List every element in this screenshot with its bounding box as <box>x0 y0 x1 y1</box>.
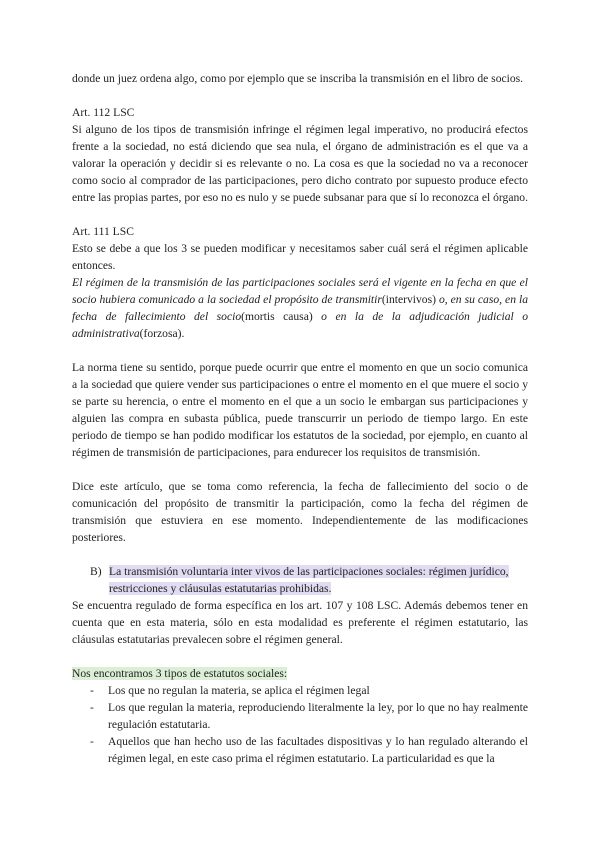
articulo-paragraph: Dice este artículo, que se toma como referencia, la fecha de fallecimiento del socio o de comunicación del propósito de transmitir la participación, como la fecha del régimen de transmisión que estuviera en ese momento. Independientemente de las modificaciones posteriores. <box>72 480 528 544</box>
spacer <box>72 206 528 223</box>
art112-paragraph: Si alguno de los tipos de transmisión infringe el régimen legal imperativo, no producirá efectos frente a la sociedad, no está diciendo que sea nula, el órgano de administración es el que va a valorar la operación y decidir si es relevante o no. La cosa es que la sociedad no va a reconocer como socio al comprador de las participaciones, pero dicho contrato por supuesto produce efecto entre las propias partes, por eso no es nulo y se puede subsanar para que sí lo reconozca el órgano. <box>72 123 528 204</box>
quote-part-6: (forzosa). <box>139 327 185 340</box>
art112-heading: Art. 112 LSC <box>72 106 135 119</box>
list-item-text: Los que no regulan la materia, se aplica el régimen legal <box>108 684 370 697</box>
dash-marker: - <box>90 701 94 714</box>
dash-marker: - <box>90 684 94 697</box>
quote-part-1: El régimen de la transmisión de las participaciones sociales será el vigente en la fecha en que el socio hubiera comunicado a la sociedad el propósito de transmitir <box>72 276 528 306</box>
spacer <box>72 461 528 478</box>
section-b-heading <box>72 563 528 597</box>
list-item-text: Aquellos que han hecho uso de las facultades dispositivas y lo han regulado alterando el régimen legal, en este caso prima el régimen estatutario. La particularidad es que la <box>108 735 528 765</box>
list-item <box>72 699 528 733</box>
quote-part-4: (mortis causa) <box>241 310 313 323</box>
document-page <box>72 70 528 767</box>
dash-marker: - <box>90 735 94 748</box>
quote-part-5: o en la de la adjudicación judicial o administrativa <box>72 310 528 340</box>
intro-paragraph: donde un juez ordena algo, como por ejemplo que se inscriba la transmisión en el libro de socios. <box>72 72 524 85</box>
list-item <box>72 682 528 699</box>
quote-part-3: o, en su caso, en la fecha de fallecimiento del socio <box>72 293 528 323</box>
spacer <box>72 87 528 104</box>
spacer <box>72 648 528 665</box>
art111-paragraph: Esto se debe a que los 3 se pueden modificar y necesitamos saber cuál será el régimen aplicable entonces. <box>72 242 528 272</box>
art111-heading: Art. 111 LSC <box>72 225 134 238</box>
section-b-title: La transmisión voluntaria inter vivos de las participaciones sociales: régimen jurídico, restricciones y cláusulas estatutarias prohibidas. <box>109 565 509 595</box>
estatutos-heading-text: Nos encontramos 3 tipos de estatutos sociales: <box>72 667 288 680</box>
spacer <box>72 342 528 359</box>
spacer <box>72 546 528 563</box>
regulado-paragraph: Se encuentra regulado de forma específica en los art. 107 y 108 LSC. Además debemos tener en cuenta que en esta materia, sólo en esta modalidad es preferente el régimen estatutario, las cláusulas estatutarias prevalecen sobre el régimen general. <box>72 599 528 646</box>
list-item <box>72 733 528 767</box>
estatutos-heading <box>72 665 528 682</box>
quote-part-2: (intervivos) <box>381 293 436 306</box>
list-item-text: Los que regulan la materia, reproduciendo literalmente la ley, por lo que no hay realmente regulación estatutaria. <box>108 701 528 731</box>
section-b-marker: B) <box>90 565 102 578</box>
estatutos-list <box>72 682 528 767</box>
art111-quote <box>72 274 528 342</box>
norma-paragraph: La norma tiene su sentido, porque puede ocurrir que entre el momento en que un socio comunica a la sociedad que quiere vender sus participaciones o entre el momento en el que muere el socio y se parte su herencia, o entre el momento en el que a un socio le embargan sus participaciones y alguien las compra en subasta pública, puede transcurrir un periodo de tiempo largo. En este periodo de tiempo se han podido modificar los estatutos de la sociedad, por ejemplo, en cuanto al régimen de transmisión de participaciones, para endurecer los requisitos de transmisión. <box>72 361 528 459</box>
